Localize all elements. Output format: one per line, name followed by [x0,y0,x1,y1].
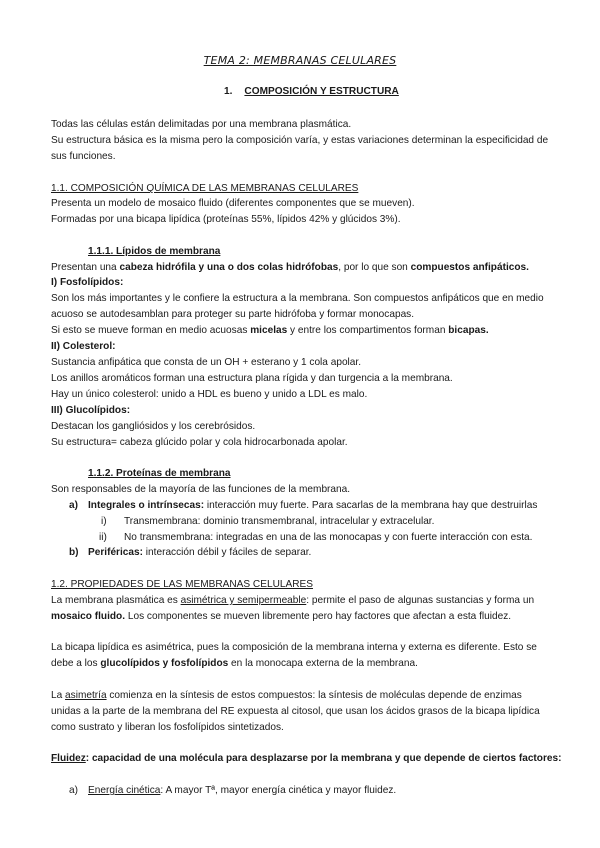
text-span: La membrana plasmática es [51,595,181,606]
subsection-1-1-2-title: 1.1.2. Proteínas de membrana [88,468,231,479]
sintesis-line-2: unidas a la parte de la membrana del RE expuesta al citosol, que usan los ácidos grasos de la bicapa lipídica [51,706,540,717]
list-label-a: a) [69,500,78,511]
fosfolipidos-line-3 [51,324,489,337]
bold-span: bicapas. [448,325,489,336]
text-span: Presentan una [51,262,120,273]
colesterol-line-3: Hay un único colesterol: unido a HDL es bueno y unido a LDL es malo. [51,389,368,400]
colesterol-line-2: Los anillos aromáticos forman una estructura plana rígida y dan turgencia a la membrana. [51,373,453,384]
underlined-span: Energía cinética [88,785,161,796]
bold-span: cabeza hidrófila y una o dos colas hidrófobas [119,262,339,273]
proteinas-intro: Son responsables de la mayoría de las funciones de la membrana. [51,484,351,495]
list-label-i: i) [101,516,107,527]
bold-span: Integrales o intrínsecas: [88,500,205,511]
intro-line-2: Su estructura básica es la misma pero la composición varía, y estas variaciones determinan la especificidad de [51,135,549,146]
section-1-2-title: 1.2. PROPIEDADES DE LAS MEMBRANAS CELULARES [51,579,313,590]
list-label-a: a) [69,785,78,796]
text-span: Si esto se mueve forman en medio acuosas [51,325,251,336]
subsection-1-1-1-title: 1.1.1. Lípidos de membrana [88,246,221,257]
integrales-item [88,499,537,512]
text-span: y entre los compartimentos forman [287,325,449,336]
intro-line-3: sus funciones. [51,151,116,162]
text-span: interacción muy fuerte. Para sacarlas de la membrana hay que destruirlas [204,500,538,511]
text-span: : capacidad de una molécula para desplazarse por la membrana y que depende de ciertos factores: [85,753,562,764]
colesterol-title: II) Colesterol: [51,341,116,352]
asimetria-line-1: La bicapa lipídica es asimétrica, pues la composición de la membrana interna y externa es diferente. Esto se [51,642,537,653]
text-span: debe a los [51,658,101,669]
section-1-1-line-1: Presenta un modelo de mosaico fluido (diferentes componentes que se mueven). [51,198,415,209]
intro-line-1: Todas las células están delimitadas por una membrana plasmática. [51,119,352,130]
heading-text: COMPOSICIÓN Y ESTRUCTURA [244,86,399,97]
text-span: Los componentes se mueven libremente pero hay factores que afectan a esta fluidez. [125,611,512,622]
fosfolipidos-title: I) Fosfolípidos: [51,277,124,288]
text-span: interacción débil y fáciles de separar. [143,547,312,558]
section-1-1-line-2: Formadas por una bicapa lipídica (proteínas 55%, lípidos 42% y glúcidos 3%). [51,214,401,225]
sintesis-line-3: como sustrato y liberan los fosfolípidos sintetizados. [51,722,284,733]
text-span: La [51,690,66,701]
glucolipidos-line-1: Destacan los gangliósidos y los cerebrósidos. [51,421,256,432]
perifericas-item [88,546,311,559]
glucolipidos-title: III) Glucolípidos: [51,405,131,416]
text-span: , por lo que son [338,262,411,273]
asimetria-line-2 [51,657,418,670]
transmembrana-item: Transmembrana: dominio transmembranal, intracelular y extracelular. [124,516,435,527]
text-span: en la monocapa externa de la membrana. [228,658,418,669]
colesterol-line-1: Sustancia anfipática que consta de un OH + esterano y 1 cola apolar. [51,357,362,368]
bold-span: mosaico fluido. [51,611,126,622]
heading-number: 1. [224,86,233,97]
bold-span: glucolípidos y fosfolípidos [100,658,229,669]
lipidos-intro [51,261,529,274]
underlined-span: Fluidez [51,753,86,764]
underlined-span: asimetría [65,690,107,701]
energia-cinetica-item [88,784,396,797]
text-span: : permite el paso de algunas sustancias y forma un [306,595,535,606]
fosfolipidos-line-2: acuoso se autodesamblan para proteger su parte hidrófoba y formar monocapas. [51,309,415,320]
propiedades-line-2 [51,610,511,623]
text-span: : A mayor Tª, mayor energía cinética y mayor fluidez. [160,785,397,796]
text-span: comienza en la síntesis de estos compuestos: la síntesis de moléculas depende de enzimas [106,690,522,701]
sintesis-line-1 [51,689,522,702]
no-transmembrana-item: No transmembrana: integradas en una de las monocapas y con fuerte interacción con esta. [124,532,533,543]
bold-span: micelas [250,325,288,336]
section-1-1-title: 1.1. COMPOSICIÓN QUÍMICA DE LAS MEMBRANAS CELULARES [51,183,359,194]
bold-span: Periféricas: [88,547,143,558]
document-title: TEMA 2: MEMBRANAS CELULARES [203,54,397,67]
bold-span: compuestos anfipáticos. [410,262,529,273]
list-label-b: b) [69,547,79,558]
glucolipidos-line-2: Su estructura= cabeza glúcido polar y cola hidrocarbonada apolar. [51,437,348,448]
fluidez-definition [51,752,561,765]
propiedades-line-1 [51,594,534,607]
list-label-ii: ii) [99,532,107,543]
underlined-span: asimétrica y semipermeable [180,595,307,606]
fosfolipidos-line-1: Son los más importantes y le confiere la estructura a la membrana. Son compuestos anfipáticos que en medio [51,293,544,304]
heading-composicion [224,86,399,97]
